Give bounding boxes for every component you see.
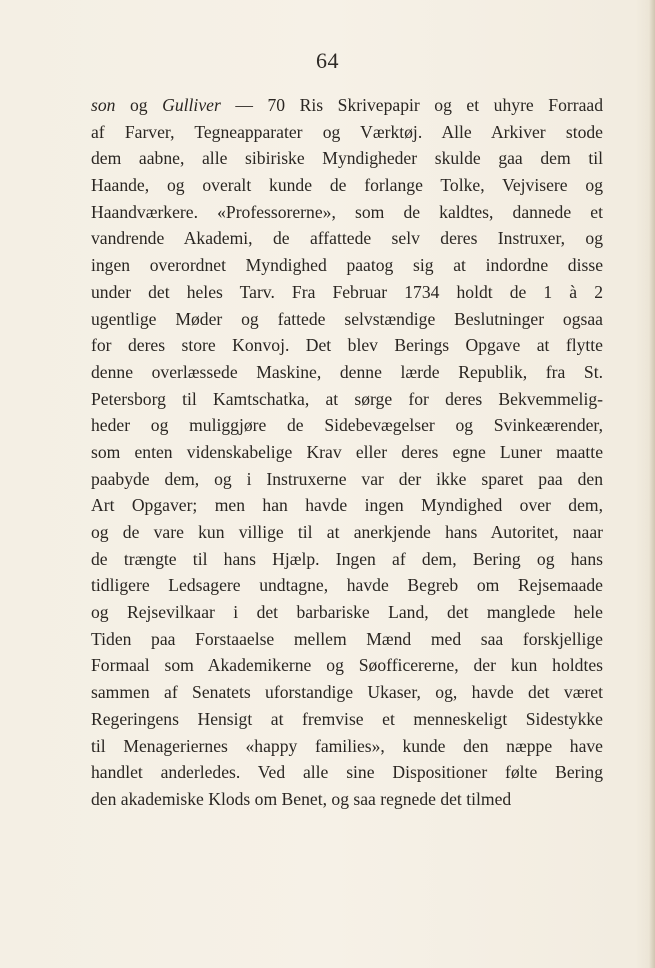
body-text [91,92,603,813]
text-line: Formaal som Akademikerne og Søofficererne, der kun holdtes [91,655,603,676]
text-line: denne overlæssede Maskine, denne lærde Republik, fra St. [91,361,603,382]
plain-text: — 70 Ris Skrivepapir og et uhyre Forraad [220,95,603,115]
text-line: Haandværkere. «Professorerne», som de kaldtes, dannede et [91,201,603,222]
text-line: og de vare kun villige til at anerkjende hans Autoritet, naar [91,522,603,542]
text-line: sammen af Senatets uforstandige Ukaser, og, havde det været [91,682,603,703]
text-line: Regeringens Hensigt at fremvise et menneskeligt Sidestykke [91,708,603,729]
page-number: 64 [316,48,339,73]
text-line: handlet anderledes. Ved alle sine Dispositioner følte Bering [91,762,603,783]
plain-text: og [115,95,163,115]
text-line: under det heles Tarv. Fra Februar 1734 holdt de 1 à 2 [91,281,603,302]
text-line: ugentlige Møder og fattede selvstændige Beslutninger ogsaa [91,308,603,329]
text-line: Petersborg til Kamtschatka, at sørge for deres Bekvemmelig- [91,388,603,409]
page-edge-shadow [649,0,655,968]
text-line: som enten videnskabelige Krav eller deres egne Luner maatte [91,441,603,462]
text-line: de trængte til hans Hjælp. Ingen af dem, Bering og hans [91,548,603,569]
text-line: dem aabne, alle sibiriske Myndigheder skulde gaa dem til [91,148,603,169]
text-line: af Farver, Tegneapparater og Værktøj. Alle Arkiver stode [91,121,603,142]
text-line: Art Opgaver; men han havde ingen Myndighed over dem, [91,495,603,516]
italic-name: Gulliver [162,95,221,115]
text-line: for deres store Konvoj. Det blev Berings Opgave at flytte [91,335,603,356]
text-line: den akademiske Klods om Benet, og saa regnede det tilmed [91,788,512,809]
text-line: paabyde dem, og i Instruxerne var der ikke sparet paa den [91,468,603,489]
text-line: tidligere Ledsagere undtagne, havde Begreb om Rejsemaade [91,575,603,596]
text-line [91,92,603,119]
italic-word: son [91,95,116,115]
text-line: Tiden paa Forstaaelse mellem Mænd med saa forskjellige [91,628,603,649]
text-line: til Menageriernes «happy families», kunde den næppe have [91,735,603,756]
text-line: og Rejsevilkaar i det barbariske Land, det manglede hele [91,602,603,623]
text-line: vandrende Akademi, de affattede selv deres Instruxer, og [91,228,603,249]
text-line: ingen overordnet Myndighed paatog sig at indordne disse [91,255,603,276]
text-line: Haande, og overalt kunde de forlange Tolke, Vejvisere og [91,175,603,196]
text-line: heder og muliggjøre de Sidebevægelser og Svinkeærender, [91,415,603,436]
